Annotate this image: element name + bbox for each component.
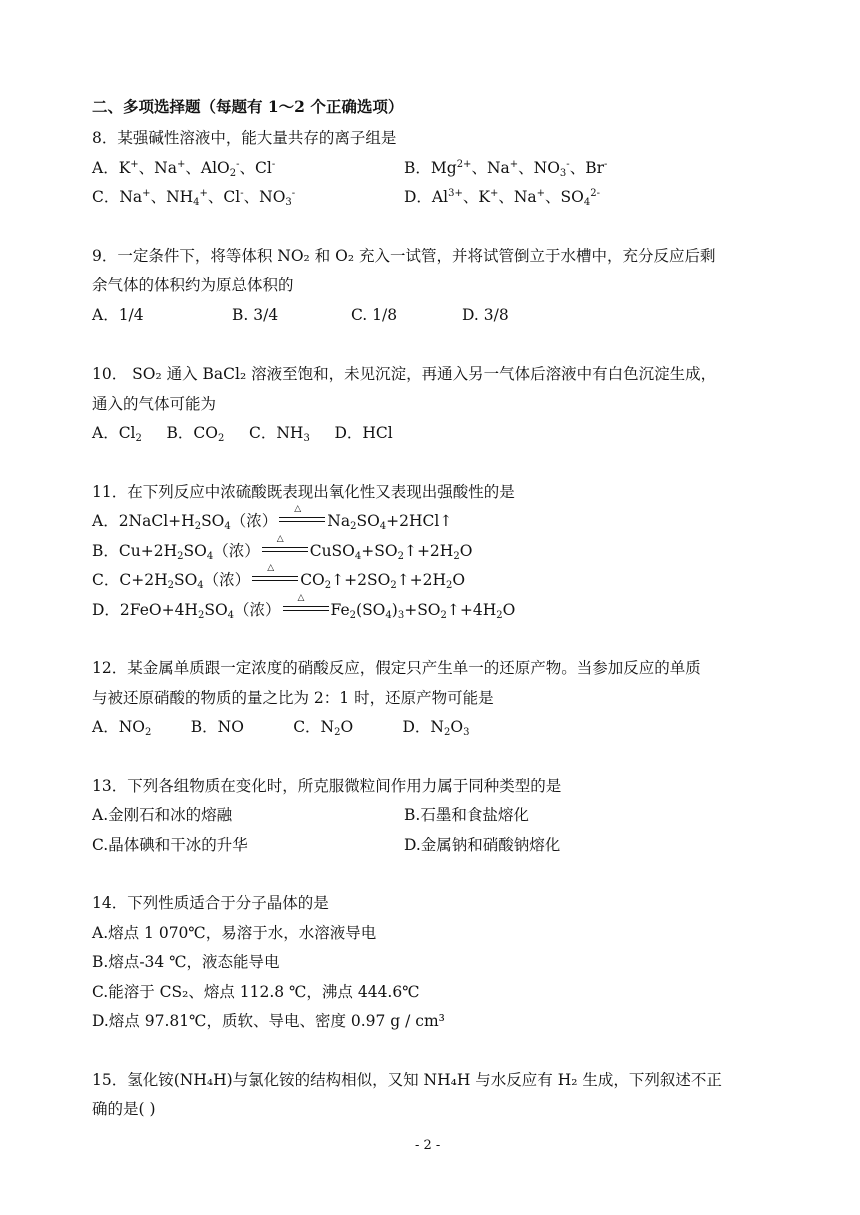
question-11-option-d: D．$2FeO+4H_2SO_4$（浓） △ $Fe_2(SO_4)_3+SO_2↑+4H_2O$ (92, 593, 516, 621)
question-15-stem: 15．氢化铵(NH₄H)与氯化铵的结构相似，又知 NH₄H 与水反应有 H₂ 生成，下列叙述不正 (92, 1071, 722, 1089)
question-8-option-c: C．Na+、$NH_4^+$、Cl-、$NO_3^-$ (92, 188, 296, 208)
question-14-option-d: D.熔点 97.81℃，质软、导电、密度 0.97 g / cm³ (92, 1012, 445, 1030)
question-9-stem-cont: 余气体的体积约为原总体积的 (92, 276, 294, 294)
question-10-stem: 10． SO₂ 通入 BaCl₂ 溶液至饱和，未见沉淀，再通入另一气体后溶液中有白色沉淀生成， (92, 365, 717, 383)
question-9-option-b: B. 3/4 (232, 306, 279, 324)
question-11-option-c: C．$C+2H_2SO_4$（浓） △ $CO_2↑+2SO_2↑+2H_2O$ (92, 563, 466, 591)
heat-equals-sign: △ (262, 544, 308, 556)
question-9-option-a: A．1/4 (92, 306, 144, 324)
heat-equals-sign: △ (283, 603, 329, 615)
question-12-options: A．$NO_2$ B．NO C．$N_2O$ D．$N_2O_3$ (92, 718, 470, 738)
question-10-options: A．$Cl_2$ B．$CO_2$ C．$NH_3$ D．HCl (92, 424, 393, 444)
question-12-stem: 12．某金属单质跟一定浓度的硝酸反应，假定只产生单一的还原产物。当参加反应的单质 (92, 659, 701, 677)
heat-equals-sign: △ (279, 514, 325, 526)
question-14-option-a: A.熔点 1 070℃，易溶于水，水溶液导电 (92, 924, 377, 942)
question-13-option-a: A.金刚石和冰的熔融 (92, 806, 233, 824)
question-13-stem: 13．下列各组物质在变化时，所克服微粒间作用力属于同种类型的是 (92, 777, 562, 795)
section-title: 二、多项选择题（每题有 1～2 个正确选项） (92, 97, 404, 116)
question-11-stem: 11．在下列反应中浓硫酸既表现出氧化性又表现出强酸性的是 (92, 483, 515, 501)
question-8-option-d: D．$Al^{3+}$、K+、Na+、$SO_4^{2-}$ (404, 188, 600, 208)
question-9-stem: 9．一定条件下，将等体积 NO₂ 和 O₂ 充入一试管，并将试管倒立于水槽中，充分反应后剩 (92, 247, 716, 265)
question-13-option-c: C.晶体碘和干冰的升华 (92, 836, 248, 854)
question-14-option-c: C.能溶于 CS₂、熔点 112.8 ℃，沸点 444.6℃ (92, 983, 420, 1001)
question-11-option-a: A．$2NaCl+H_2SO_4$（浓） △ $Na_2SO_4+2HCl↑$ (92, 504, 453, 532)
question-8-option-b: B．$Mg^{2+}$、Na+、$NO_3^-$、Br- (404, 159, 608, 179)
question-9-option-c: C. 1/8 (351, 306, 398, 324)
question-12-stem-cont: 与被还原硝酸的物质的量之比为 2：1 时，还原产物可能是 (92, 689, 494, 707)
question-9-option-d: D. 3/8 (462, 306, 509, 324)
question-8-option-a: A．K+、Na+、AlO$_2$-、Cl- (92, 159, 276, 179)
question-13-option-b: B.石墨和食盐熔化 (404, 806, 529, 824)
question-11-option-b: B．$Cu+2H_2SO_4$（浓） △ $CuSO_4+SO_2↑+2H_2O$ (92, 534, 473, 562)
question-14-option-b: B.熔点-34 ℃，液态能导电 (92, 953, 280, 971)
page-number: - 2 - (415, 1138, 441, 1153)
question-13-option-d: D.金属钠和硝酸钠熔化 (404, 836, 561, 854)
question-8-stem: 8．某强碱性溶液中，能大量共存的离子组是 (92, 129, 397, 147)
question-10-stem-cont: 通入的气体可能为 (92, 395, 217, 413)
heat-equals-sign: △ (252, 573, 298, 585)
question-15-stem-cont: 确的是( ) (92, 1100, 156, 1118)
question-14-stem: 14．下列性质适合于分子晶体的是 (92, 894, 329, 912)
